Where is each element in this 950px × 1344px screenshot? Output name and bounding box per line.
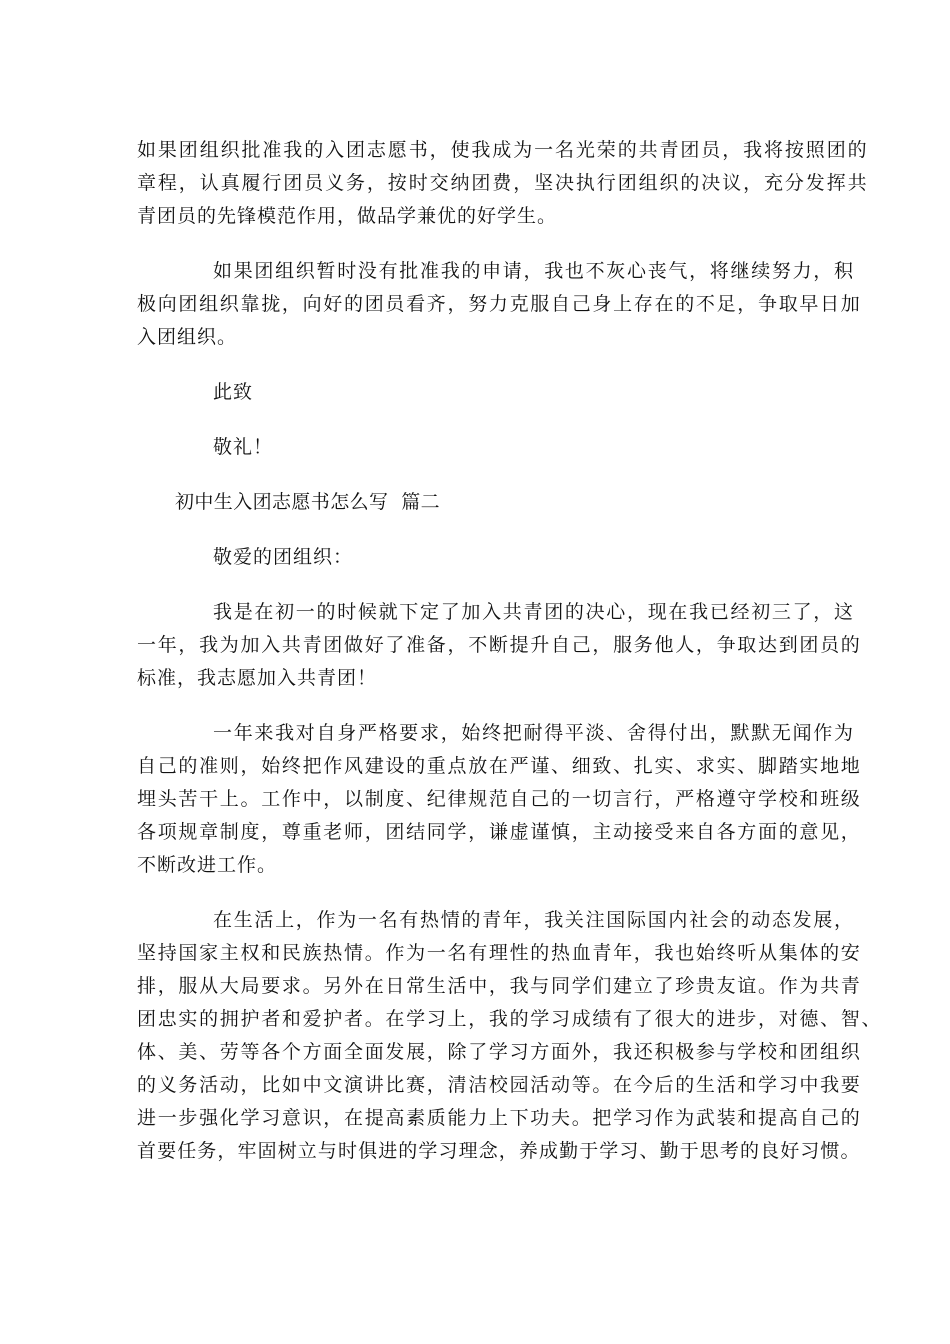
text-line: 的义务活动，比如中文演讲比赛，清洁校园活动等。在今后的生活和学习中我要 <box>137 1074 862 1096</box>
section-heading: 初中生入团志愿书怎么写 篇二 <box>175 491 441 513</box>
text-line: 埋头苦干上。工作中，以制度、纪律规范自己的一切言行，严格遵守学校和班级 <box>137 788 862 810</box>
salutation: 敬爱的团组织： <box>213 546 354 568</box>
text-line: 坚持国家主权和民族热情。作为一名有理性的热血青年，我也始终听从集体的安 <box>137 942 862 964</box>
text-line: 排，服从大局要求。另外在日常生活中，我与同学们建立了珍贵友谊。作为共青 <box>137 975 862 997</box>
text-line: 如果团组织暂时没有批准我的申请，我也不灰心丧气，将继续努力，积 <box>213 260 855 282</box>
text-line: 青团员的先锋模范作用，做品学兼优的好学生。 <box>137 205 558 227</box>
text-line: 如果团组织批准我的入团志愿书，使我成为一名光荣的共青团员，我将按照团的 <box>137 139 869 161</box>
text-line: 一年，我为加入共青团做好了准备，不断提升自己，服务他人，争取达到团员的 <box>137 634 862 656</box>
closing-jingli: 敬礼！ <box>213 436 274 458</box>
text-line: 首要任务，牢固树立与时俱进的学习理念，养成勤于学习、勤于思考的良好习惯。 <box>137 1140 861 1162</box>
text-line: 极向团组织靠拢，向好的团员看齐，努力克服自己身上存在的不足，争取早日加 <box>137 293 862 315</box>
text-line: 自己的准则，始终把作风建设的重点放在严谨、细致、扎实、求实、脚踏实地地 <box>137 755 862 777</box>
text-line: 团忠实的拥护者和爱护者。在学习上，我的学习成绩有了很大的进步，对德、智、 <box>137 1008 883 1030</box>
text-line: 我是在初一的时候就下定了加入共青团的决心，现在我已经初三了，这 <box>213 601 855 623</box>
text-line: 一年来我对自身严格要求，始终把耐得平淡、舍得付出，默默无闻作为 <box>213 722 855 744</box>
text-line: 不断改进工作。 <box>137 854 278 876</box>
text-line: 章程，认真履行团员义务，按时交纳团费，坚决执行团组织的决议，充分发挥共 <box>137 172 869 194</box>
text-line: 各项规章制度，尊重老师，团结同学，谦虚谨慎，主动接受来自各方面的意见， <box>137 821 862 843</box>
text-line: 进一步强化学习意识，在提高素质能力上下功夫。把学习作为武装和提高自己的 <box>137 1107 862 1129</box>
text-line: 体、美、劳等各个方面全面发展，除了学习方面外，我还积极参与学校和团组织 <box>137 1041 862 1063</box>
text-line: 标准，我志愿加入共青团！ <box>137 667 378 689</box>
text-line: 在生活上，作为一名有热情的青年，我关注国际国内社会的动态发展， <box>213 909 855 931</box>
text-line: 入团组织。 <box>137 326 238 348</box>
closing-cizhi: 此致 <box>213 381 254 403</box>
